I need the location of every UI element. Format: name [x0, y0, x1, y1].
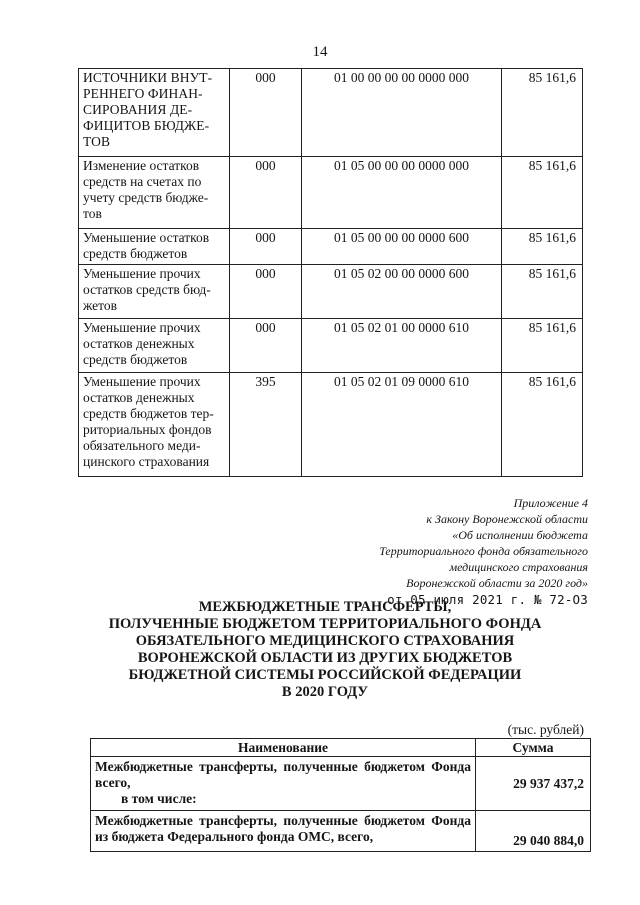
row-sum: 85 161,6 — [502, 265, 583, 319]
title-line: В 2020 ГОДУ — [281, 684, 369, 700]
row-budget-code: 01 05 02 01 09 0000 610 — [302, 373, 502, 477]
appendix-note — [379, 495, 588, 608]
transfers-table — [90, 738, 591, 852]
row-sum: 29 040 884,0 — [476, 811, 591, 852]
row-budget-code: 01 05 00 00 00 0000 000 — [302, 157, 502, 229]
table-row — [91, 811, 591, 852]
row-sum: 85 161,6 — [502, 319, 583, 373]
row-admin-code: 000 — [230, 265, 302, 319]
title-line: БЮДЖЕТНОЙ СИСТЕМЫ РОССИЙСКОЙ ФЕДЕРАЦИИ — [128, 667, 522, 683]
row-sum: 29 937 437,2 — [476, 757, 591, 811]
row-sum: 85 161,6 — [502, 69, 583, 157]
row-admin-code: 000 — [230, 319, 302, 373]
column-header-sum: Сумма — [476, 739, 591, 757]
page-number: 14 — [312, 44, 328, 60]
row-name: Уменьшение прочих остатков денежных средств бюджетов — [79, 319, 230, 373]
title-line: ВОРОНЕЖСКОЙ ОБЛАСТИ ИЗ ДРУГИХ БЮДЖЕТОВ — [137, 650, 513, 666]
row-name: Уменьшение прочих остатков средств бюд-жетов — [79, 265, 230, 319]
document-title — [90, 599, 560, 701]
title-line: ПОЛУЧЕННЫЕ БЮДЖЕТОМ ТЕРРИТОРИАЛЬНОГО ФОНДА — [108, 616, 542, 632]
table-row — [79, 265, 583, 319]
title-line: МЕЖБЮДЖЕТНЫЕ ТРАНСФЕРТЫ, — [198, 599, 452, 615]
row-budget-code: 01 05 02 01 00 0000 610 — [302, 319, 502, 373]
row-name: Межбюджетные трансферты, полученные бюджетом Фонда всего, — [95, 759, 471, 790]
row-subnote: в том числе: — [121, 791, 197, 806]
appendix-line: медицинского страхования — [449, 560, 588, 574]
row-name: ИСТОЧНИКИ ВНУТ-РЕННЕГО ФИНАН-СИРОВАНИЯ ДЕ-ФИЦИТОВ БЮДЖЕ-ТОВ — [79, 69, 230, 157]
row-budget-code: 01 05 00 00 00 0000 600 — [302, 229, 502, 265]
row-admin-code: 000 — [230, 69, 302, 157]
appendix-line: Территориального фонда обязательного — [379, 544, 588, 558]
row-sum: 85 161,6 — [502, 373, 583, 477]
row-budget-code: 01 05 02 00 00 0000 600 — [302, 265, 502, 319]
table-row — [79, 319, 583, 373]
appendix-line: Приложение 4 — [513, 496, 588, 510]
row-name: Уменьшение прочих остатков денежных средств бюджетов тер-риториальных фондов обязательного меди-цинского страхования — [79, 373, 230, 477]
financing-sources-table — [78, 68, 583, 477]
table-row — [91, 757, 591, 811]
units-label: (тыс. рублей) — [507, 722, 584, 737]
row-name-cell — [91, 811, 476, 852]
row-admin-code: 395 — [230, 373, 302, 477]
table-header-row — [91, 739, 591, 757]
table-row — [79, 69, 583, 157]
row-sum: 85 161,6 — [502, 157, 583, 229]
table-row — [79, 373, 583, 477]
appendix-line: «Об исполнении бюджета — [452, 528, 588, 542]
row-name: Уменьшение остатков средств бюджетов — [79, 229, 230, 265]
table-row — [79, 229, 583, 265]
row-name: Изменение остатков средств на счетах по учету средств бюдже-тов — [79, 157, 230, 229]
row-admin-code: 000 — [230, 229, 302, 265]
row-admin-code: 000 — [230, 157, 302, 229]
row-name: Межбюджетные трансферты, полученные бюджетом Фонда из бюджета Федерального фонда ОМС, всего, — [95, 813, 471, 844]
row-name-cell — [91, 757, 476, 811]
row-sum: 85 161,6 — [502, 229, 583, 265]
row-budget-code: 01 00 00 00 00 0000 000 — [302, 69, 502, 157]
law-date-stamp: от 05 июля 2021 г. № 72-ОЗ — [387, 592, 588, 607]
column-header-name: Наименование — [91, 739, 476, 757]
appendix-line: Воронежской области за 2020 год» — [406, 576, 588, 590]
title-line: ОБЯЗАТЕЛЬНОГО МЕДИЦИНСКОГО СТРАХОВАНИЯ — [135, 633, 515, 649]
appendix-line: к Закону Воронежской области — [426, 512, 588, 526]
table-row — [79, 157, 583, 229]
